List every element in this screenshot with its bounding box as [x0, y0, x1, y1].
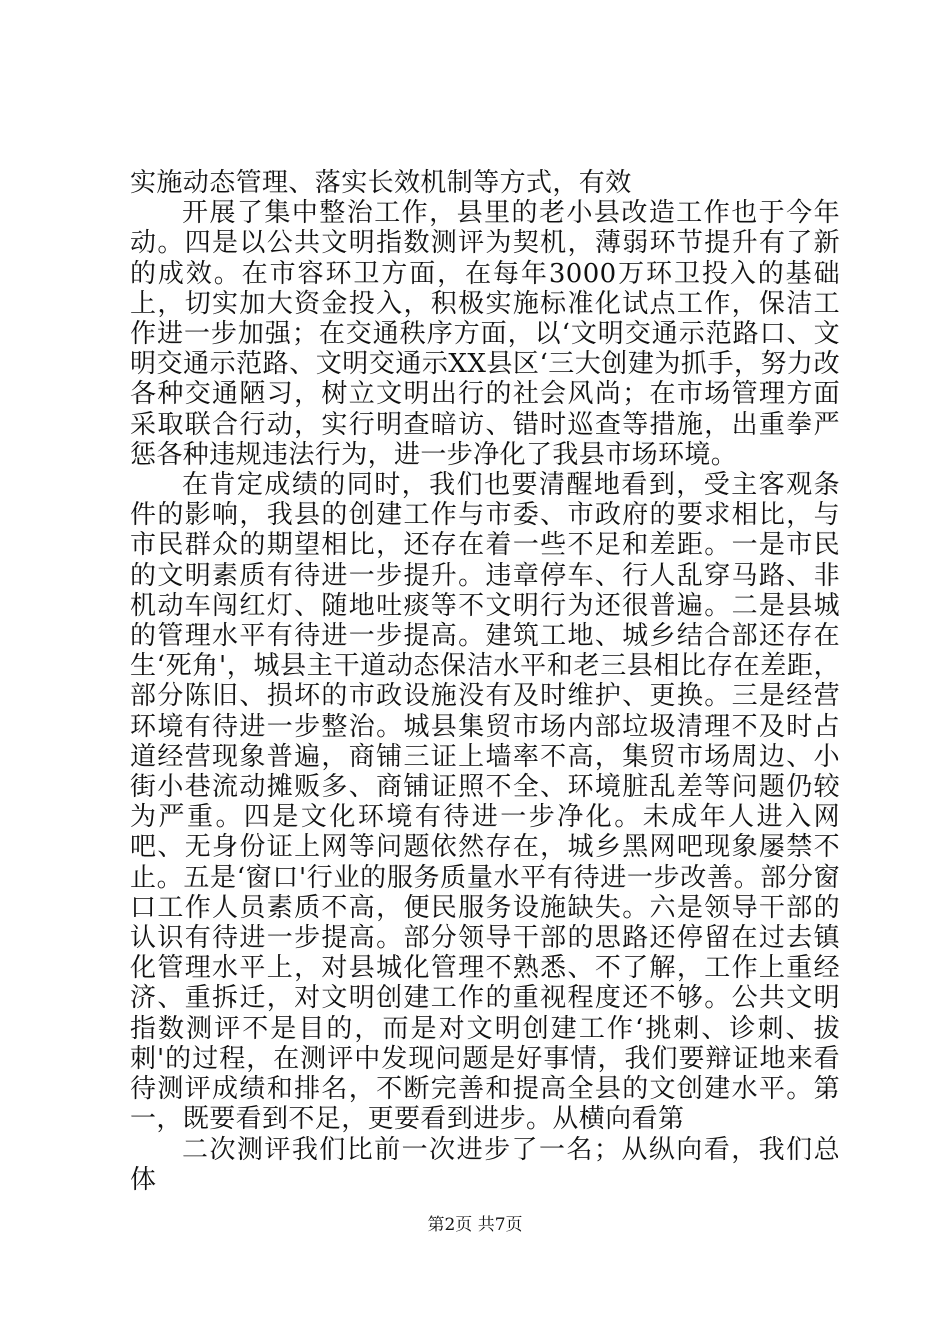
- page-number-footer: 第2页 共7页: [427, 1215, 523, 1235]
- paragraph: 实施动态管理、落实长效机制等方式，有效: [130, 168, 632, 198]
- paragraph: 二次测评我们比前一次进步了一名；从纵向看，我们总体: [130, 1134, 840, 1195]
- body-text: [130, 168, 840, 1195]
- paragraph: 开展了集中整治工作，县里的老小县改造工作也于今年动。四是以公共文明指数测评为契机，薄弱环节提升有了新的成效。在市容环卫方面，在每年3000万环卫投入的基础上，切实加大资金投入，积极实施标准化试点工作，保洁工作进一步加强；在交通秩序方面，以‘文明交通示范路口、文明交通示范路、文明交通示XX县区‘三大创建为抓手，努力改各种交通陋习，树立文明出行的社会风尚；在市场管理方面采取联合行动，实行明查暗访、错时巡查等措施，出重拳严惩各种违规违法行为，进一步净化了我县市场环境。: [130, 198, 840, 470]
- paragraph: 在肯定成绩的同时，我们也要清醒地看到，受主客观条件的影响，我县的创建工作与市委、市政府的要求相比，与市民群众的期望相比，还存在着一些不足和差距。一是市民的文明素质有待进一步提升。违章停车、行人乱穿马路、非机动车闯红灯、随地吐痰等不文明行为还很普遍。二是县城的管理水平有待进一步提高。建筑工地、城乡结合部还存在生‘死角'，城县主干道动态保洁水平和老三县相比存在差距，部分陈旧、损坏的市政设施没有及时维护、更换。三是经营环境有待进一步整治。城县集贸市场内部垃圾清理不及时占道经营现象普遍，商铺三证上墙率不高，集贸市场周边、小街小巷流动摊贩多、商铺证照不全、环境脏乱差等问题仍较为严重。四是文化环境有待进一步净化。未成年人进入网吧、无身份证上网等问题依然存在，城乡黑网吧现象屡禁不止。五是‘窗口'行业的服务质量水平有待进一步改善。部分窗口工作人员素质不高，便民服务设施缺失。六是领导干部的认识有待进一步提高。部分领导干部的思路还停留在过去镇化管理水平上，对县城化管理不熟悉、不了解，工作上重经济、重拆迁，对文明创建工作的重视程度还不够。公共文明指数测评不是目的，而是对文明创建工作‘挑刺、诊刺、拔刺'的过程，在测评中发现问题是好事情，我们要辩证地来看待测评成绩和排名，不断完善和提高全县的文创建水平。第一，既要看到不足，更要看到进步。从横向看第: [130, 470, 840, 1135]
